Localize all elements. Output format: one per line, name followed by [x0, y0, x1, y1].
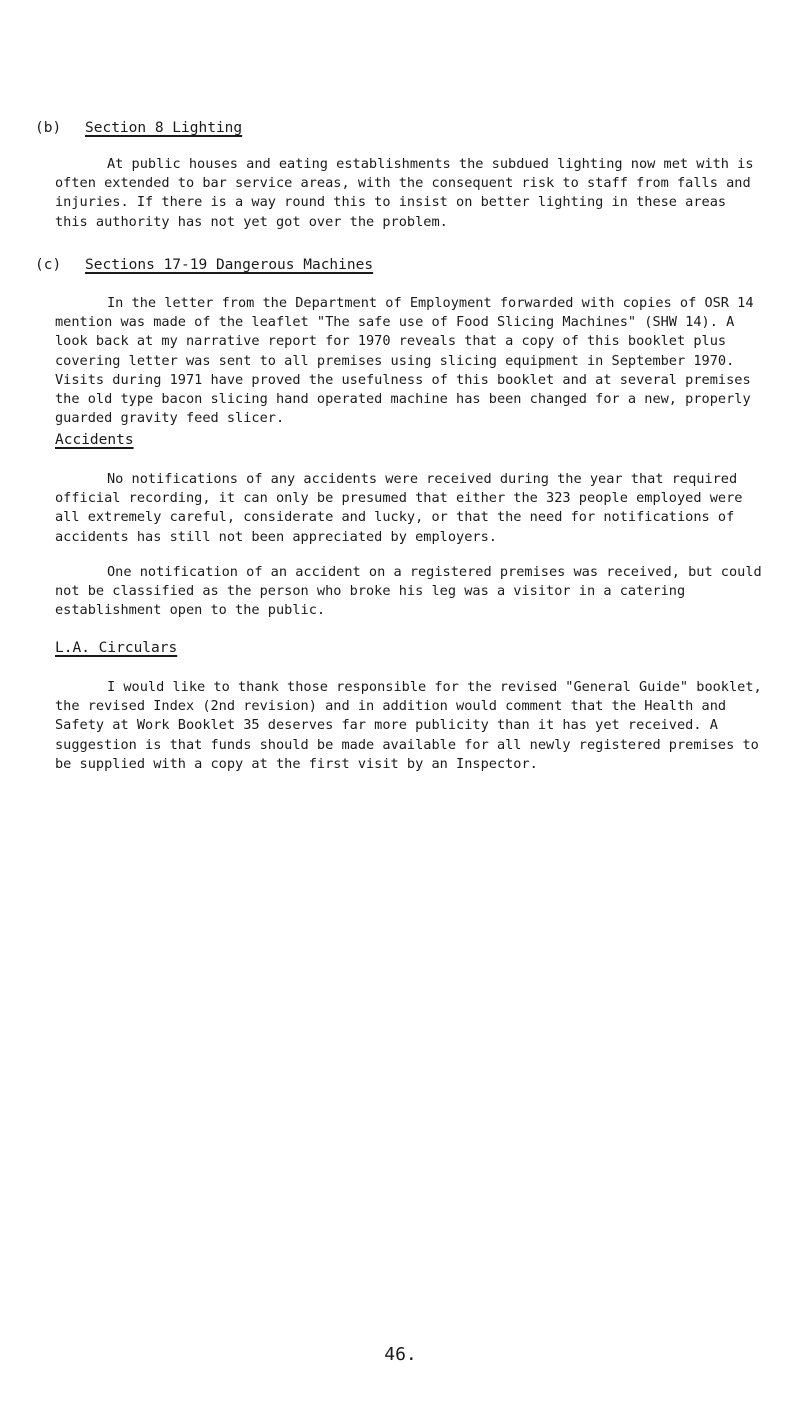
- circulars-paragraph: I would like to thank those responsible for the revised "General Guide" booklet, the revised Index (2nd revision) and in addition would comment that the Health and Safety at Work Booklet 35 deserves far more publicity than it has yet received. A suggestion is that funds should be made available for all newly registered premises to be supplied with a copy at the first visit by an Inspector.: [55, 679, 762, 772]
- accidents-heading: [55, 431, 134, 449]
- section-b-label: (b): [35, 120, 62, 136]
- section-c-heading: [35, 256, 373, 274]
- section-c-label: (c): [35, 257, 62, 273]
- section-b-title: Section 8 Lighting: [85, 120, 243, 136]
- accidents-title: Accidents: [55, 432, 134, 448]
- page-number: 46.: [384, 1344, 417, 1365]
- circulars-title: L.A. Circulars: [55, 640, 178, 656]
- circulars-heading: [55, 639, 177, 657]
- section-b-paragraph: At public houses and eating establishments the subdued lighting now met with is often extended to bar service areas, with the consequent risk to staff from falls and injuries. If there is a way round this to insist on better lighting in these areas this authority has not yet got over the problem.: [55, 156, 754, 230]
- section-b-heading: [35, 119, 242, 137]
- section-c-paragraph: In the letter from the Department of Employment forwarded with copies of OSR 14 mention was made of the leaflet "The safe use of Food Slicing Machines" (SHW 14). A look back at my narrative report for 1970 reveals that a copy of this booklet plus covering letter was sent to all premises using slicing equipment in September 1970. Visits during 1971 have proved the usefulness of this booklet and at several premises the old type bacon slicing hand operated machine has been changed for a new, properly guarded gravity feed slicer.: [55, 295, 754, 427]
- section-c-title: Sections 17-19 Dangerous Machines: [85, 257, 374, 273]
- accidents-paragraph-1: No notifications of any accidents were received during the year that required official recording, it can only be presumed that either the 323 people employed were all extremely careful, considerate and lucky, or that the need for notifications of accidents has still not been appreciated by employers.: [55, 471, 743, 545]
- accidents-paragraph-2: One notification of an accident on a registered premises was received, but could not be classified as the person who broke his leg was a visitor in a catering establishment open to the public.: [55, 564, 762, 619]
